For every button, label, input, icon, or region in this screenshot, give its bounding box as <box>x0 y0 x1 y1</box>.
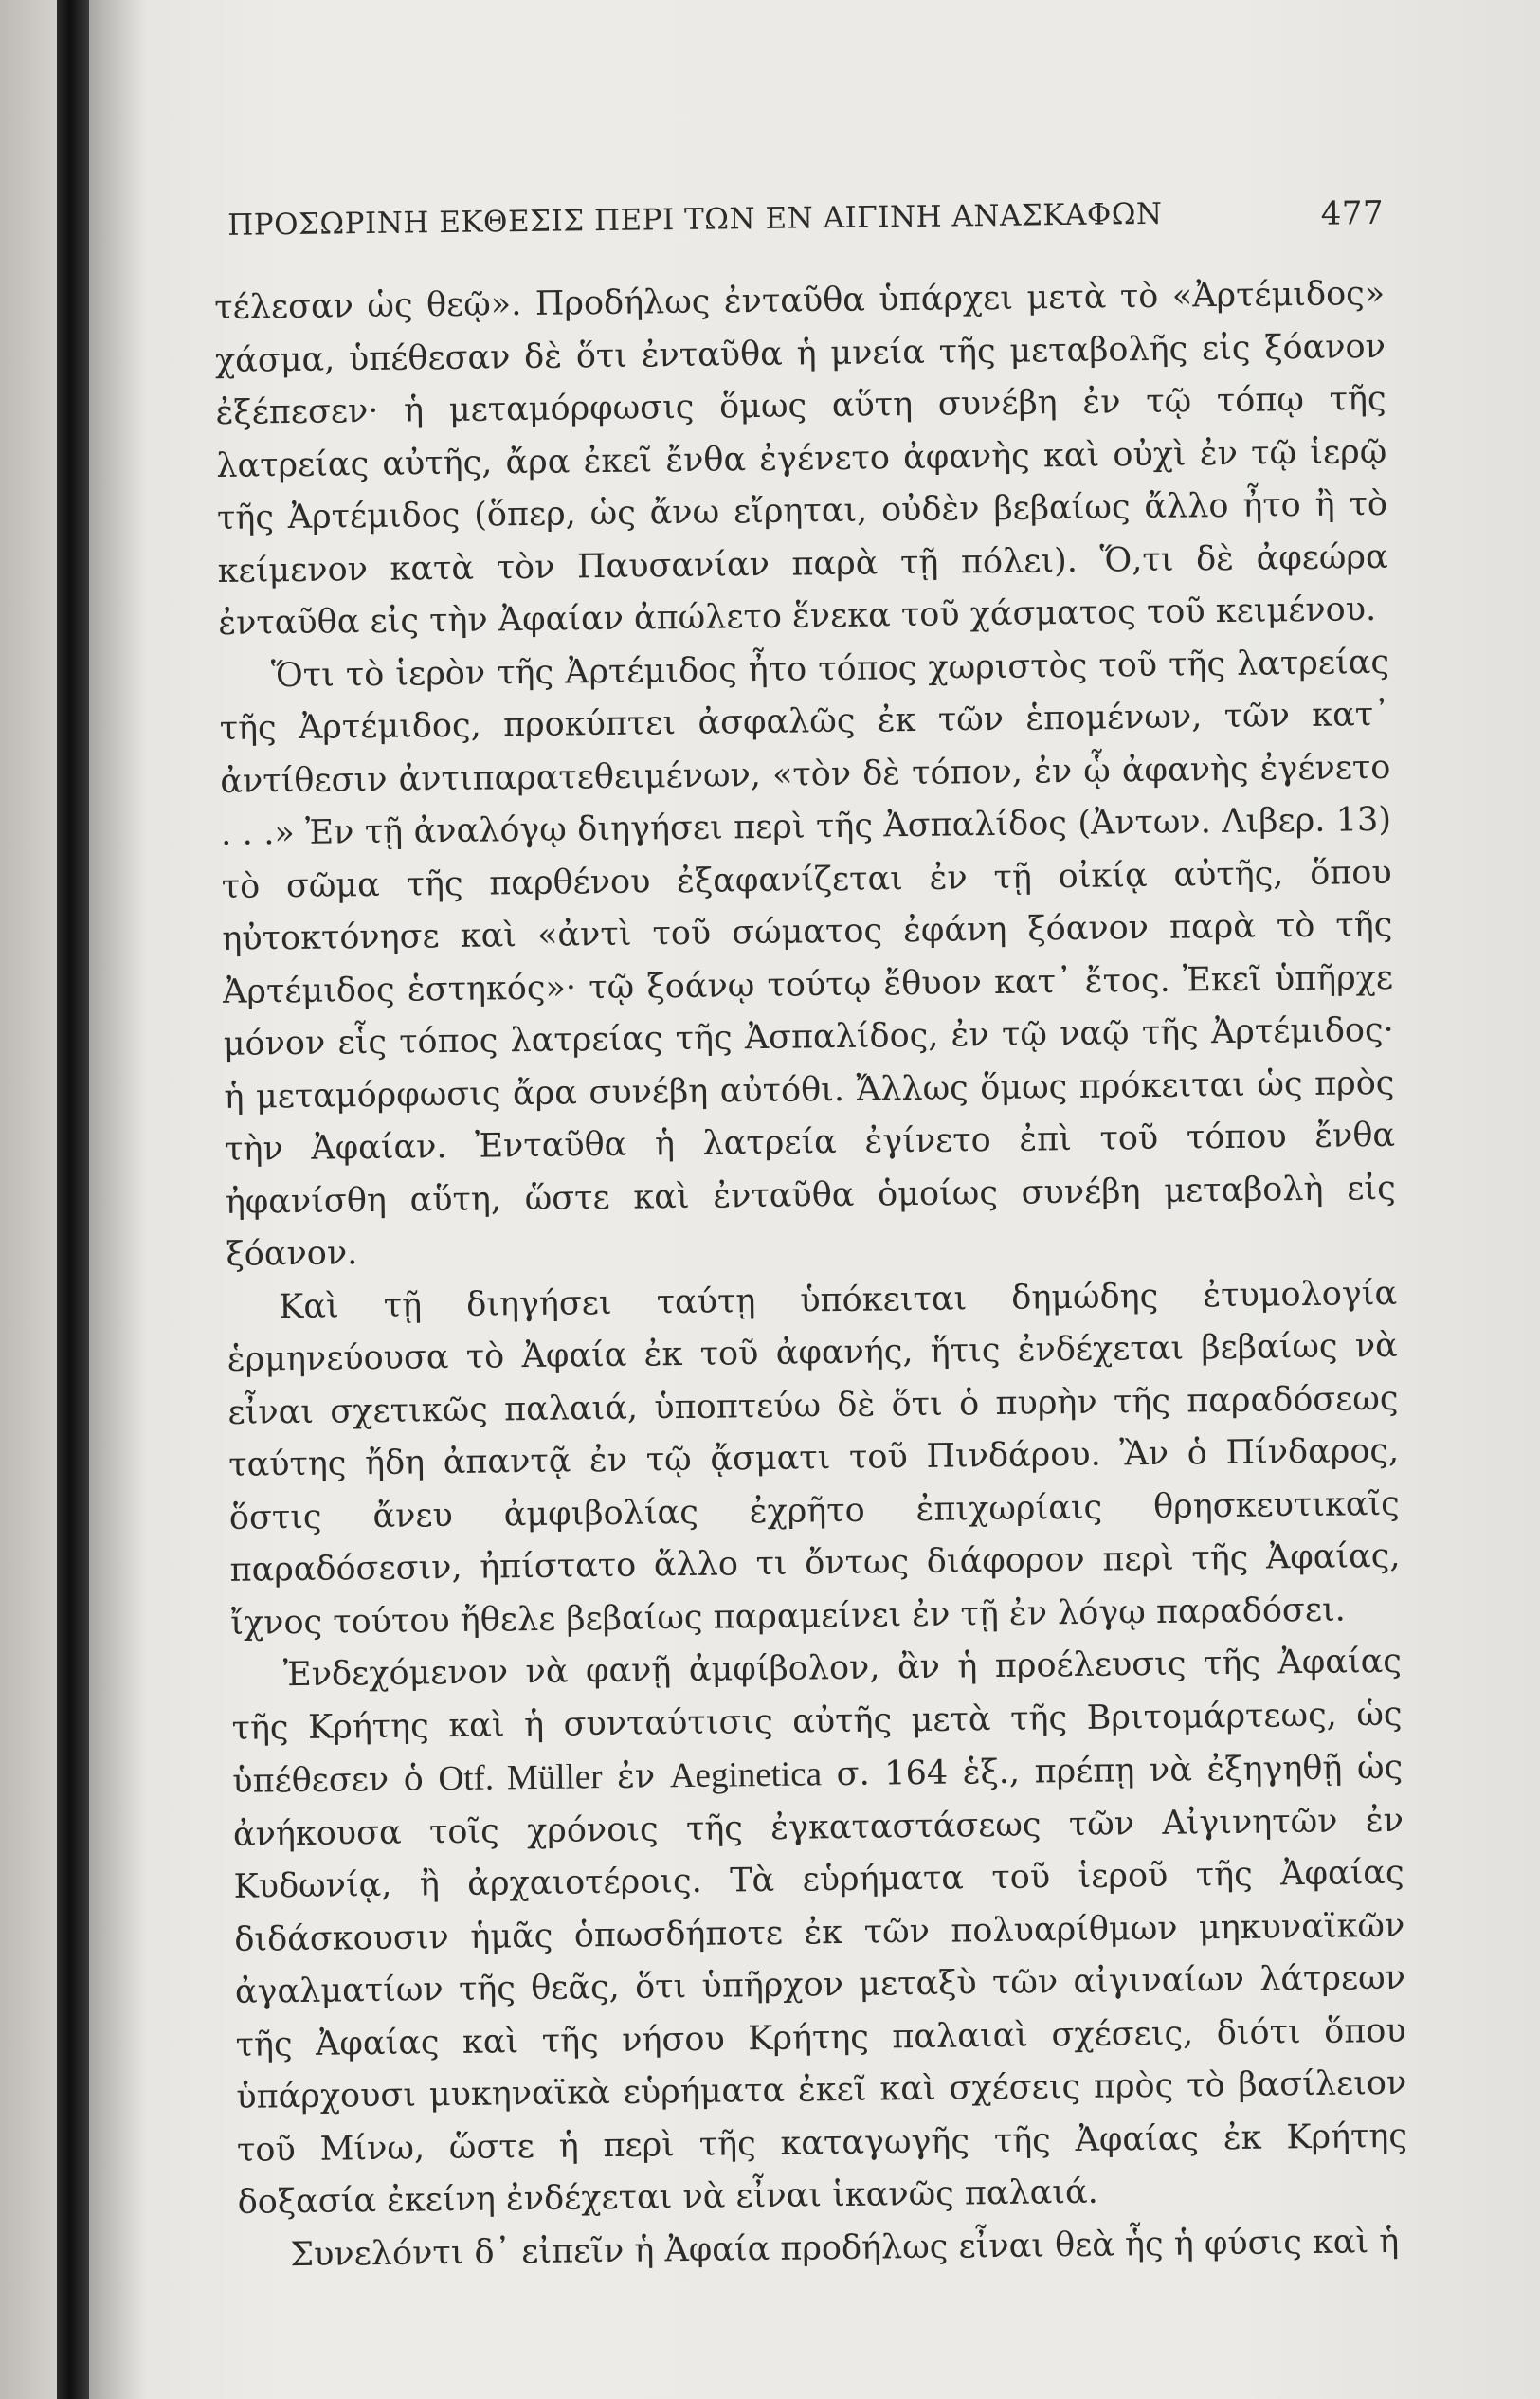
running-head-title: ΠΡΟΣΩΡΙΝΗ ΕΚΘΕΣΙΣ ΠΕΡΙ ΤΩΝ ΕΝ ΑΙΓΙΝΗ ΑΝΑΣΚΑΦΩΝ <box>226 196 1163 243</box>
paragraph-5: Συνελόντι δ᾽ εἰπεῖν ἡ Ἀφαία προδήλως εἶναι θεὰ ἧς ἡ φύσις καὶ ἡ <box>290 2222 1400 2274</box>
paragraph-3: Καὶ τῇ διηγήσει ταύτῃ ὑπόκειται δημώδης ἐτυμολογία ἑρμηνεύουσα τὸ Ἀφαία ἐκ τοῦ ἀφανής, ἥτις ἐνδέχεται βεβαίως νὰ εἶναι σχετικῶς παλαιά, ὑποπτεύω δὲ ὅτι ὁ πυρὴν τῆς παραδόσεως ταύτης ἤδη ἀπαντᾷ ἐν τῷ ᾄσματι τοῦ Πινδάρου. Ἂν ὁ Πίνδαρος, ὅστις ἄνευ ἀμφιβολίας ἐχρῆτο ἐπιχωρίαις θρησκευτικαῖς παραδόσεσιν, ἠπίστατο ἄλλο τι ὄντως διάφορον περὶ τῆς Ἀφαίας, ἴχνος τούτου ἤθελε βεβαίως παραμείνει ἐν τῇ ἐν λόγῳ παραδόσει. <box>226 1274 1401 1643</box>
author-name: Otf. Müller <box>438 1757 603 1799</box>
work-title: Aeginetica <box>669 1754 823 1796</box>
paragraph-1: τέλεσαν ὡς θεῷ». Προδήλως ἐνταῦθα ὑπάρχει μετὰ τὸ «Ἀρτέμιδος» χάσμα, ὑπέθεσαν δὲ ὅτι ἐνταῦθα ἡ μνεία τῆς μεταβολῆς εἰς ξόανον ἐξέπεσεν· ἡ μεταμόρφωσις ὅμως αὕτη συνέβη ἐν τῷ τόπῳ τῆς λατρείας αὐτῆς, ἄρα ἐκεῖ ἔνθα ἐγένετο ἀφανὴς καὶ οὐχὶ ἐν τῷ ἱερῷ τῆς Ἀρτέμιδος (ὅπερ, ὡς ἄνω εἴρηται, οὐδὲν βεβαίως ἄλλο ἦτο ἢ τὸ κείμενον κατὰ τὸν Παυσανίαν παρὰ τῇ πόλει). Ὅ,τι δὲ ἀφεώρα ἐνταῦθα εἰς τὴν Ἀφαίαν ἀπώλετο ἕνεκα τοῦ χάσματος τοῦ κειμένου. <box>214 274 1388 643</box>
running-head <box>213 194 1385 265</box>
binding-shadow <box>89 0 146 2399</box>
paragraph-4 <box>231 1636 1408 2230</box>
body-text <box>214 268 1409 2282</box>
book-binding-edge <box>57 0 89 2399</box>
page-number: 477 <box>1320 193 1385 233</box>
paragraph-2: Ὅτι τὸ ἱερὸν τῆς Ἀρτέμιδος ἦτο τόπος χωριστὸς τοῦ τῆς λατρείας τῆς Ἀρτέμιδος, προκύπτει ἀσφαλῶς ἐκ τῶν ἑπομένων, τῶν κατ᾽ ἀντίθεσιν ἀντιπαρατεθειμένων, «τὸν δὲ τόπον, ἐν ᾧ ἀφανὴς ἐγένετο . . .» Ἐν τῇ ἀναλόγῳ διηγήσει περὶ τῆς Ἀσπαλίδος (Ἀντων. Λιβερ. 13) τὸ σῶμα τῆς παρθένου ἐξαφανίζεται ἐν τῇ οἰκίᾳ αὐτῆς, ὅπου ηὐτοκτόνησε καὶ «ἀντὶ τοῦ σώματος ἐφάνη ξόανον παρὰ τὸ τῆς Ἀρτέμιδος ἑστηκός»· τῷ ξοάνῳ τούτῳ ἔθυον κατ᾽ ἔτος. Ἐκεῖ ὑπῆρχε μόνον εἷς τόπος λατρείας τῆς Ἀσπαλίδος, ἐν τῷ ναῷ τῆς Ἀρτέμιδος· ἡ μεταμόρφωσις ἄρα συνέβη αὐτόθι. Ἄλλως ὅμως πρόκειται ὡς πρὸς τὴν Ἀφαίαν. Ἐνταῦθα ἡ λατρεία ἐγίνετο ἐπὶ τοῦ τόπου ἔνθα ἠφανίσθη αὕτη, ὥστε καὶ ἐνταῦθα ὁμοίως συνέβη μεταβολὴ εἰς ξόανον. <box>219 643 1396 1274</box>
page-content <box>213 194 1409 2282</box>
paragraph-4-mid: ἐν <box>616 1757 656 1796</box>
paragraph-4-end: σ. 164 ἑξ., πρέπῃ νὰ ἐξηγηθῇ ὡς ἀνήκουσα τοῖς χρόνοις τῆς ἐγκαταστάσεως τῶν Αἰγινητῶν ἐν Κυδωνίᾳ, ἢ ἀρχαιοτέροις. Τὰ εὑρήματα τοῦ ἱεροῦ τῆς Ἀφαίας διδάσκουσιν ἡμᾶς ὁπωσδήποτε ἐκ τῶν πολυαρίθμων μηκυναϊκῶν ἀγαλματίων τῆς θεᾶς, ὅτι ὑπῆρχον μεταξὺ τῶν αἰγιναίων λάτρεων τῆς Ἀφαίας καὶ τῆς νήσου Κρήτης παλαιαὶ σχέσεις, διότι ὅπου ὑπάρχουσι μυκηναϊκὰ εὑρήματα ἐκεῖ καὶ σχέσεις πρὸς τὸ βασίλειον τοῦ Μίνω, ὥστε ἡ περὶ τῆς καταγωγῆς τῆς Ἀφαίας ἐκ Κρήτης δοξασία ἐκείνη ἐνδέχεται νὰ εἶναι ἱκανῶς παλαιά. <box>232 1748 1408 2222</box>
paragraph-4-start: Ἐνδεχόμενον νὰ φανῇ ἀμφίβολον, ἂν ἡ προέλευσις τῆς Ἀφαίας τῆς Κρήτης καὶ ἡ συνταύτισις αὐτῆς μετὰ τῆς Βριτομάρτεως, ὡς ὑπέθεσεν ὁ <box>231 1642 1403 1801</box>
